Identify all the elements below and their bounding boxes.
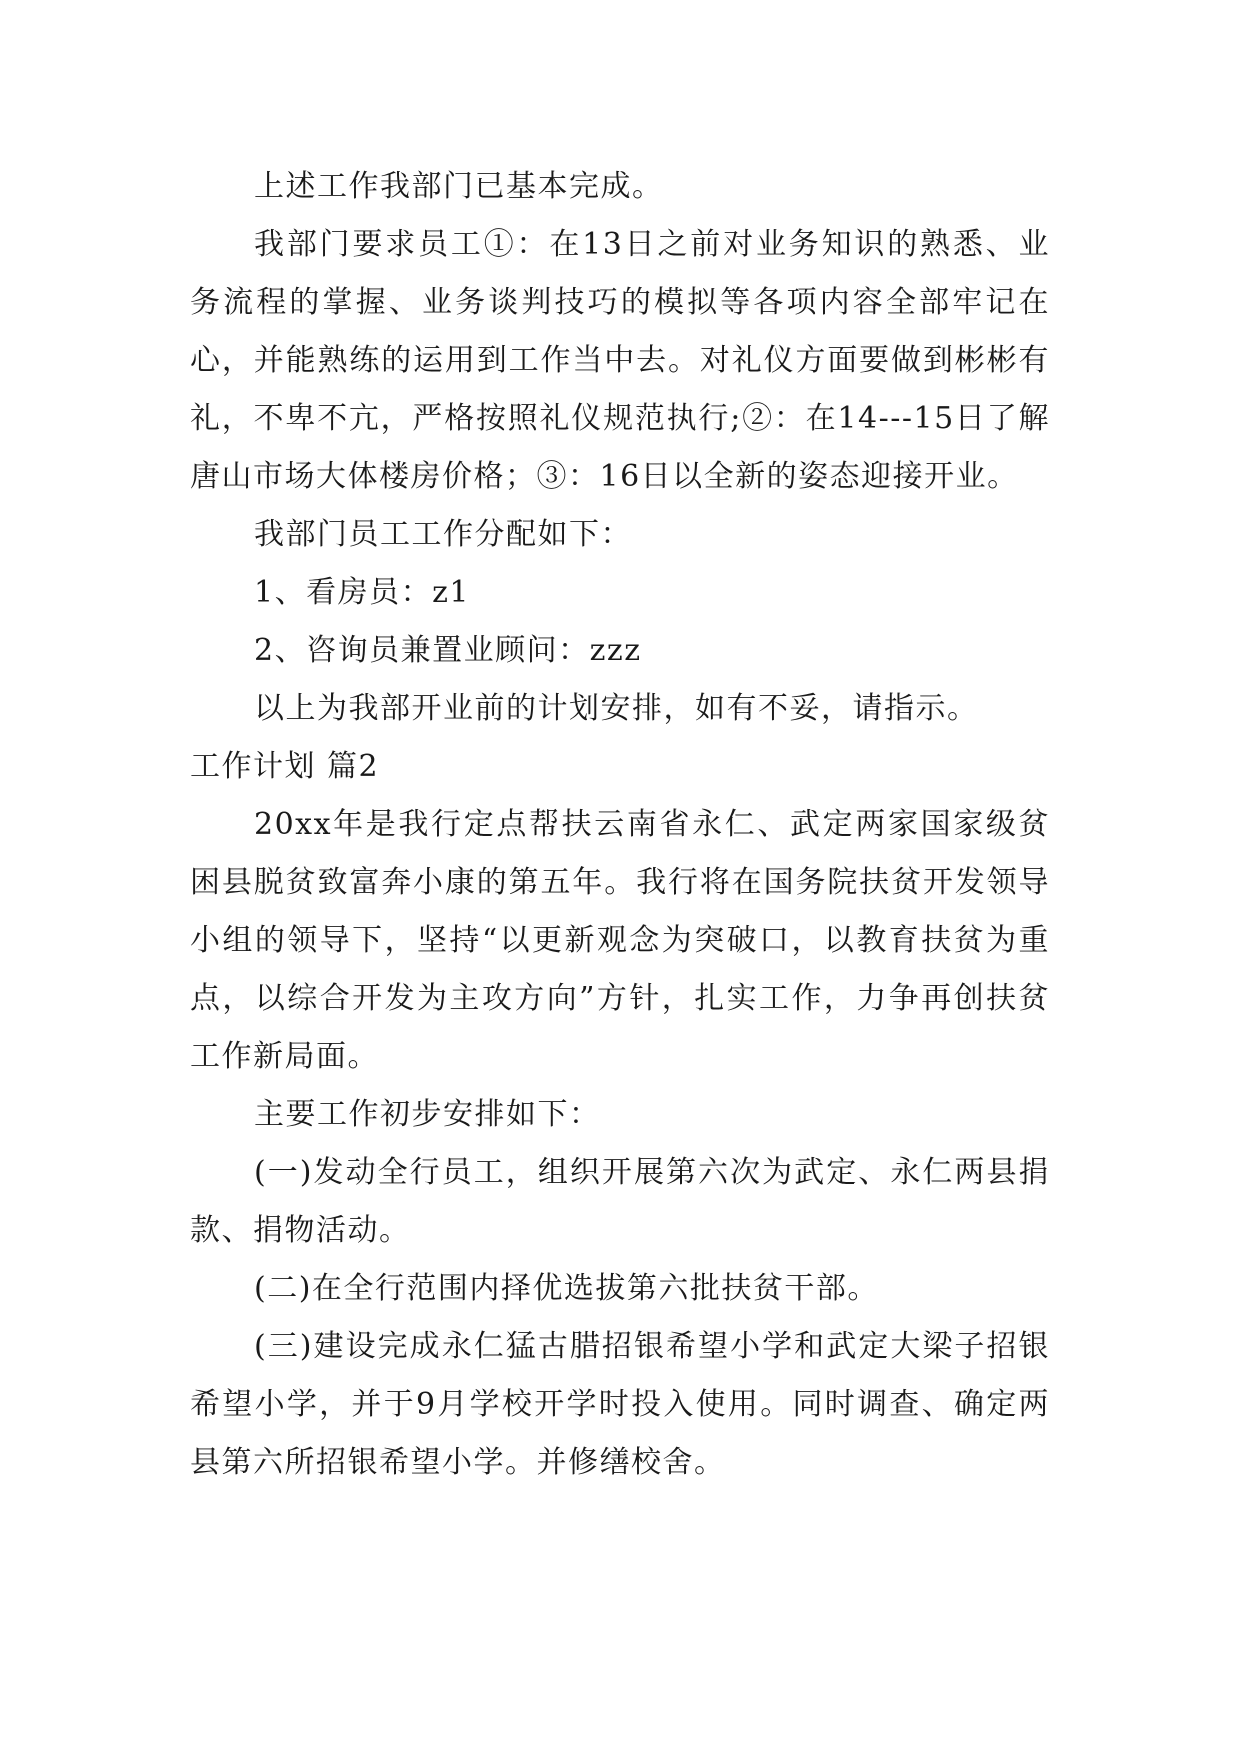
list-item-school-construction: (三)建设完成永仁猛古腊招银希望小学和武定大梁子招银希望小学，并于9月学校开学时投入使用。同时调查、确定两县第六所招银希望小学。并修缮校舍。 (190, 1329, 1050, 1480)
paragraph-completion-note: 上述工作我部门已基本完成。 (254, 169, 664, 204)
list-item-viewing-staff: 1、看房员：z1 (254, 575, 470, 610)
list-item-cadre-selection: (二)在全行范围内择优选拔第六批扶贫干部。 (254, 1271, 879, 1306)
paragraph-work-allocation-intro: 我部门员工工作分配如下： (254, 517, 632, 552)
section-heading: 工作计划 篇2 (190, 749, 380, 784)
list-item-consultant: 2、咨询员兼置业顾问：zzz (254, 633, 642, 668)
paragraph-staff-requirements: 我部门要求员工①：在13日之前对业务知识的熟悉、业务流程的掌握、业务谈判技巧的模拟等各项内容全部牢记在心，并能熟练的运用到工作当中去。对礼仪方面要做到彬彬有礼，不卑不亢，严格按照礼仪规范执行;②：在14---15日了解唐山市场大体楼房价格；③：16日以全新的姿态迎接开业。 (190, 227, 1050, 494)
document-body (190, 158, 1050, 1492)
paragraph-poverty-alleviation-intro: 20xx年是我行定点帮扶云南省永仁、武定两家国家级贫困县脱贫致富奔小康的第五年。我行将在国务院扶贫开发领导小组的领导下，坚持“以更新观念为突破口，以教育扶贫为重点，以综合开发为主攻方向”方针，扎实工作，力争再创扶贫工作新局面。 (190, 807, 1050, 1074)
list-item-donation-drive: (一)发动全行员工，组织开展第六次为武定、永仁两县捐款、捐物活动。 (190, 1155, 1050, 1248)
paragraph-main-work-intro: 主要工作初步安排如下： (254, 1097, 601, 1132)
paragraph-closing-note: 以上为我部开业前的计划安排，如有不妥，请指示。 (254, 691, 979, 726)
